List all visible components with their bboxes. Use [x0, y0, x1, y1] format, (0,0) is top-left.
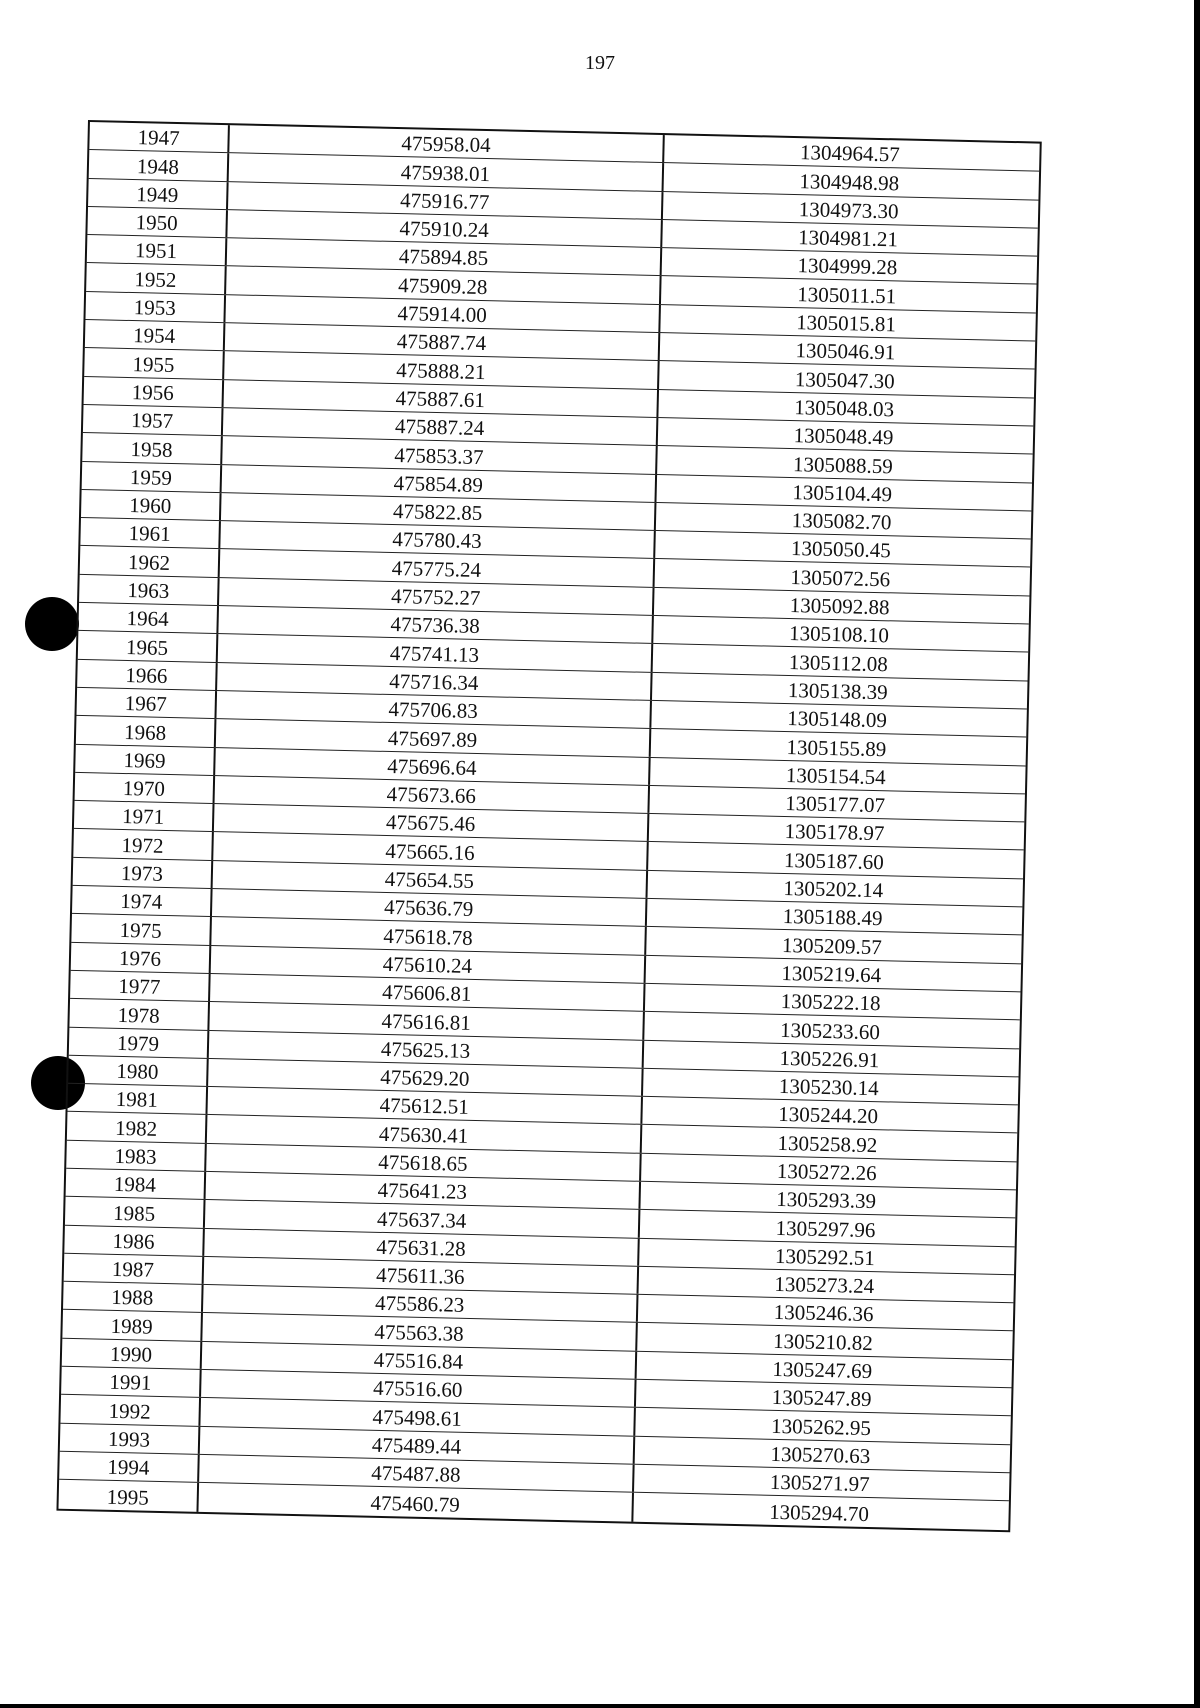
- value-b-cell: 1305050.45: [790, 536, 892, 563]
- value-b-cell: 1305154.54: [785, 762, 886, 790]
- value-a-cell: 475673.66: [215, 776, 651, 813]
- value-a-cell: 475516.60: [201, 1370, 637, 1407]
- value-a-cell: 475736.38: [218, 606, 654, 643]
- year-cell: 1950: [87, 207, 228, 237]
- value-b-cell: 1305048.49: [793, 423, 894, 450]
- value-a-cell: 475487.88: [199, 1455, 635, 1492]
- year-cell: 1952: [86, 263, 227, 293]
- value-a-cell: 475853.37: [222, 436, 658, 473]
- year-cell: 1949: [88, 179, 229, 209]
- value-a-cell: 475616.81: [209, 1002, 645, 1039]
- year-cell: 1984: [66, 1169, 207, 1199]
- year-cell: 1961: [80, 518, 221, 548]
- value-a-cell: 475894.85: [227, 238, 663, 275]
- value-b-cell: 1305247.69: [772, 1356, 873, 1384]
- value-a-cell: 475822.85: [221, 493, 657, 530]
- value-b-cell: 1305148.09: [786, 706, 888, 733]
- year-cell: 1988: [63, 1282, 204, 1312]
- year-cell: 1976: [71, 942, 212, 972]
- value-a-cell: 475611.36: [204, 1257, 640, 1294]
- year-cell: 1985: [65, 1197, 206, 1227]
- year-cell: 1982: [67, 1112, 208, 1142]
- value-b-cell: 1305262.95: [770, 1413, 872, 1440]
- year-cell: 1992: [60, 1395, 201, 1425]
- value-b-cell: 1305155.89: [786, 734, 887, 761]
- value-b-cell: 1305271.97: [769, 1470, 870, 1497]
- value-b-cell: 1305219.64: [781, 960, 882, 988]
- value-a-cell: 475697.89: [216, 719, 652, 756]
- value-a-cell: 475460.79: [198, 1483, 634, 1521]
- value-a-cell: 475625.13: [209, 1030, 645, 1067]
- year-cell: 1978: [69, 999, 210, 1029]
- value-a-cell: 475563.38: [202, 1313, 638, 1350]
- year-cell: 1963: [79, 575, 220, 605]
- year-cell: 1960: [81, 490, 222, 520]
- value-a-cell: 475741.13: [218, 634, 654, 671]
- year-cell: 1972: [73, 829, 214, 859]
- year-cell: 1994: [59, 1452, 200, 1482]
- value-b-cell: 1305138.39: [787, 677, 888, 705]
- year-cell: 1986: [64, 1225, 205, 1255]
- value-a-cell: 475618.65: [206, 1144, 642, 1181]
- year-cell: 1951: [87, 235, 228, 265]
- year-cell: 1953: [85, 292, 226, 322]
- value-b-cell: 1304964.57: [799, 140, 901, 167]
- page-number: 197: [585, 52, 615, 74]
- value-a-cell: 475958.04: [229, 125, 665, 162]
- value-a-cell: 475775.24: [220, 550, 656, 587]
- year-cell: 1991: [61, 1367, 202, 1397]
- year-cell: 1993: [60, 1423, 201, 1453]
- year-cell: 1962: [80, 546, 221, 576]
- year-cell: 1980: [68, 1056, 209, 1086]
- value-b-cell: 1305177.07: [785, 791, 886, 818]
- value-a-cell: 475938.01: [229, 154, 665, 191]
- value-b-cell: 1305273.24: [774, 1272, 875, 1299]
- value-b-cell: 1304981.21: [797, 225, 899, 252]
- year-cell: 1958: [82, 433, 223, 463]
- year-cell: 1983: [66, 1140, 207, 1170]
- value-a-cell: 475706.83: [216, 691, 652, 728]
- value-b-cell: 1304999.28: [797, 253, 898, 280]
- value-a-cell: 475887.24: [223, 408, 659, 445]
- year-cell: 1989: [62, 1310, 203, 1340]
- value-b-cell: 1305209.57: [781, 932, 883, 959]
- value-b-cell: 1305187.60: [783, 847, 885, 874]
- value-a-cell: 475887.61: [224, 380, 660, 417]
- value-a-cell: 475675.46: [214, 804, 650, 841]
- value-b-cell: 1305210.82: [772, 1328, 874, 1355]
- value-a-cell: 475636.79: [212, 889, 648, 926]
- year-cell: 1957: [83, 405, 224, 435]
- value-b-cell: 1305072.56: [790, 564, 891, 592]
- value-a-cell: 475631.28: [204, 1229, 640, 1266]
- value-a-cell: 475489.44: [200, 1427, 636, 1464]
- year-cell: 1948: [89, 150, 230, 180]
- value-a-cell: 475610.24: [211, 946, 647, 983]
- value-a-cell: 475665.16: [213, 832, 649, 869]
- value-a-cell: 475752.27: [219, 578, 655, 615]
- value-b-cell: 1305082.70: [791, 508, 892, 535]
- year-cell: 1975: [71, 914, 212, 944]
- value-b-cell: 1305202.14: [783, 875, 884, 903]
- year-cell: 1964: [78, 603, 219, 633]
- value-a-cell: 475854.89: [222, 465, 658, 502]
- value-b-cell: 1305104.49: [792, 479, 893, 507]
- value-b-cell: 1305222.18: [780, 989, 881, 1016]
- year-cell: 1956: [84, 377, 225, 407]
- year-cell: 1959: [82, 462, 223, 492]
- value-b-cell: 1305230.14: [778, 1074, 879, 1101]
- value-b-cell: 1305270.63: [770, 1441, 871, 1469]
- value-b-cell: 1305047.30: [794, 366, 895, 394]
- value-a-cell: 475696.64: [215, 748, 651, 785]
- value-b-cell: 1305112.08: [788, 649, 889, 676]
- value-b-cell: 1305188.49: [782, 904, 883, 931]
- year-cell: 1979: [69, 1027, 210, 1057]
- value-a-cell: 475910.24: [227, 210, 663, 247]
- value-b-cell: 1305011.51: [796, 281, 897, 309]
- year-cell: 1970: [75, 773, 216, 803]
- value-b-cell: 1305272.26: [776, 1158, 877, 1186]
- year-cell: 1947: [89, 122, 230, 152]
- value-b-cell: 1305046.91: [795, 338, 896, 365]
- value-a-cell: 475630.41: [207, 1115, 643, 1152]
- year-cell: 1966: [77, 660, 218, 690]
- value-b-cell: 1305088.59: [792, 451, 894, 478]
- punch-hole-top: [25, 597, 79, 651]
- year-cell: 1977: [70, 971, 211, 1001]
- year-cell: 1995: [58, 1480, 199, 1511]
- value-b-cell: 1305297.96: [775, 1215, 876, 1242]
- year-cell: 1987: [64, 1254, 205, 1284]
- value-b-cell: 1305233.60: [779, 1017, 881, 1044]
- year-cell: 1974: [72, 886, 213, 916]
- value-b-cell: 1305247.89: [771, 1385, 872, 1412]
- value-a-cell: 475780.43: [220, 521, 656, 558]
- value-b-cell: 1305244.20: [777, 1102, 879, 1129]
- value-a-cell: 475641.23: [206, 1172, 642, 1209]
- value-b-cell: 1305246.36: [773, 1300, 874, 1327]
- value-b-cell: 1305294.70: [768, 1499, 870, 1526]
- value-b-cell: 1304973.30: [798, 197, 899, 224]
- value-b-cell: 1305258.92: [777, 1130, 878, 1157]
- value-b-cell: 1305092.88: [789, 593, 890, 620]
- value-a-cell: 475914.00: [225, 295, 661, 332]
- value-b-cell: 1305048.03: [794, 395, 895, 422]
- value-a-cell: 475516.84: [202, 1342, 638, 1379]
- year-cell: 1971: [74, 801, 215, 831]
- value-a-cell: 475888.21: [224, 352, 660, 389]
- value-b-cell: 1305226.91: [779, 1045, 880, 1072]
- value-b-cell: 1304948.98: [799, 168, 900, 196]
- value-b-cell: 1305292.51: [774, 1243, 876, 1271]
- value-a-cell: 475909.28: [226, 267, 662, 304]
- year-cell: 1990: [62, 1338, 203, 1368]
- value-a-cell: 475637.34: [205, 1200, 641, 1237]
- year-cell: 1955: [84, 348, 225, 378]
- year-cell: 1973: [73, 858, 214, 888]
- value-a-cell: 475618.78: [211, 917, 647, 954]
- value-a-cell: 475629.20: [208, 1059, 644, 1096]
- year-cell: 1968: [76, 716, 217, 746]
- year-cell: 1954: [85, 320, 226, 350]
- value-b-cell: 1305293.39: [776, 1187, 877, 1214]
- value-a-cell: 475716.34: [217, 663, 653, 700]
- value-a-cell: 475606.81: [210, 974, 646, 1011]
- data-table: [56, 120, 1041, 1532]
- value-a-cell: 475916.77: [228, 182, 664, 219]
- value-a-cell: 475498.61: [200, 1398, 636, 1435]
- value-a-cell: 475612.51: [207, 1087, 643, 1124]
- value-a-cell: 475887.74: [225, 323, 661, 360]
- year-cell: 1965: [78, 631, 219, 661]
- value-a-cell: 475586.23: [203, 1285, 639, 1322]
- value-a-cell: 475654.55: [213, 861, 649, 898]
- value-b-cell: 1305108.10: [788, 621, 890, 648]
- year-cell: 1969: [75, 744, 216, 774]
- year-cell: 1981: [68, 1084, 209, 1114]
- year-cell: 1967: [76, 688, 217, 718]
- value-b-cell: 1305178.97: [784, 819, 885, 846]
- value-b-cell: 1305015.81: [795, 310, 897, 337]
